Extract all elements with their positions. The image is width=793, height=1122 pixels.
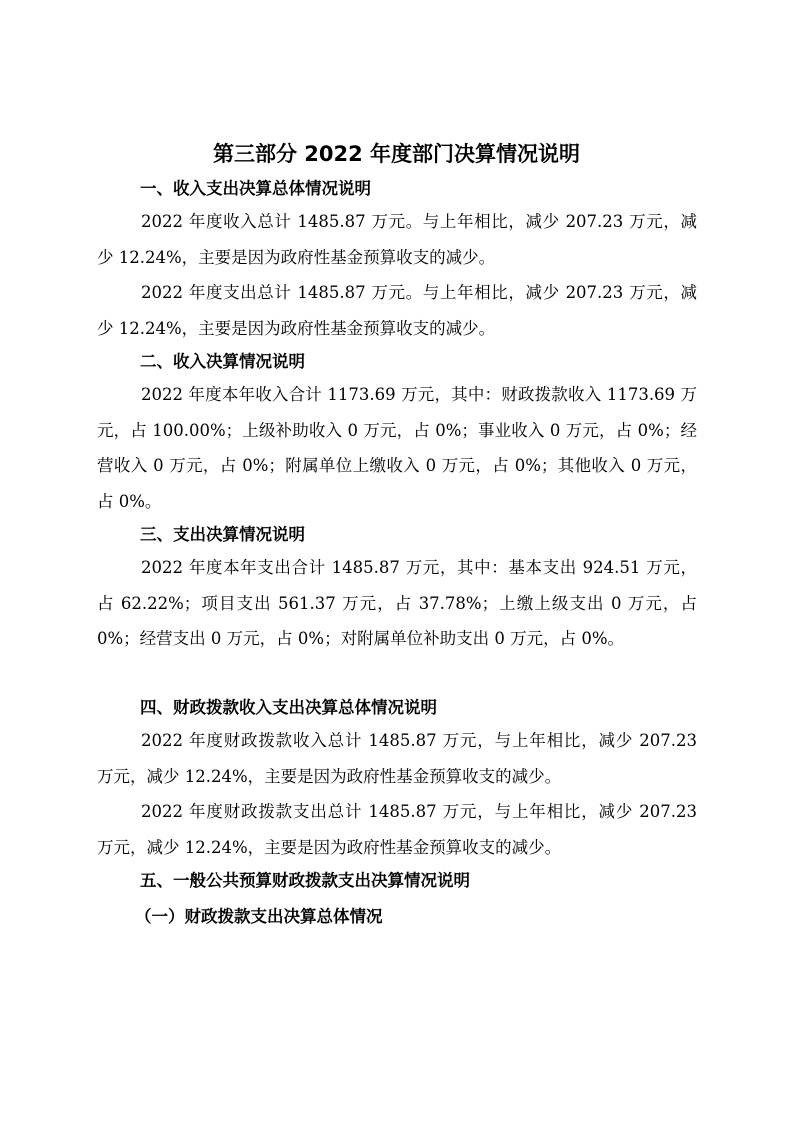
section-2-heading: 二、收入决算情况说明 xyxy=(140,352,305,371)
section-2-paragraph-1 xyxy=(97,377,697,519)
section-1-paragraph-2-text: 2022 年度支出总计 1485.87 万元。与上年相比，减少 207.23 万元，减少 12.24%，主要是因为政府性基金预算收支的减少。 xyxy=(97,283,697,338)
section-2-paragraph-1-text: 2022 年度本年收入合计 1173.69 万元，其中：财政拨款收入 1173.69 万元，占 100.00%；上级补助收入 0 万元，占 0%；事业收入 0 万元，占 0%；经营收入 0 万元，占 0%；附属单位上缴收入 0 万元，占 0%；其他收入 0 万元，占 0%。 xyxy=(97,385,697,511)
section-4-paragraph-2-text: 2022 年度财政拨款支出总计 1485.87 万元，与上年相比，减少 207.23 万元，减少 12.24%，主要是因为政府性基金预算收支的减少。 xyxy=(97,802,697,857)
section-4-paragraph-1-text: 2022 年度财政拨款收入总计 1485.87 万元，与上年相比，减少 207.23 万元，减少 12.24%，主要是因为政府性基金预算收支的减少。 xyxy=(97,731,697,786)
section-1-paragraph-2 xyxy=(97,275,697,346)
page-title: 第三部分 2022 年度部门决算情况说明 xyxy=(212,142,581,166)
section-5-subheading-1: （一）财政拨款支出决算总体情况 xyxy=(135,907,383,926)
section-1-paragraph-1 xyxy=(97,204,697,275)
section-3-heading: 三、支出决算情况说明 xyxy=(140,525,305,544)
section-1-heading: 一、收入支出决算总体情况说明 xyxy=(140,179,371,198)
section-5-heading: 五、一般公共预算财政拨款支出决算情况说明 xyxy=(140,871,470,890)
section-4-paragraph-2 xyxy=(97,794,697,865)
section-3-paragraph-1-text: 2022 年度本年支出合计 1485.87 万元，其中：基本支出 924.51 万元，占 62.22%；项目支出 561.37 万元，占 37.78%；上缴上级支出 0 万元，占 0%；经营支出 0 万元，占 0%；对附属单位补助支出 0 万元，占 0%。 xyxy=(97,558,697,648)
section-4-heading: 四、财政拨款收入支出决算总体情况说明 xyxy=(140,698,437,717)
section-4-paragraph-1 xyxy=(97,723,697,794)
section-3-paragraph-1 xyxy=(97,550,697,657)
section-1-paragraph-1-text: 2022 年度收入总计 1485.87 万元。与上年相比，减少 207.23 万元，减少 12.24%，主要是因为政府性基金预算收支的减少。 xyxy=(97,212,697,267)
